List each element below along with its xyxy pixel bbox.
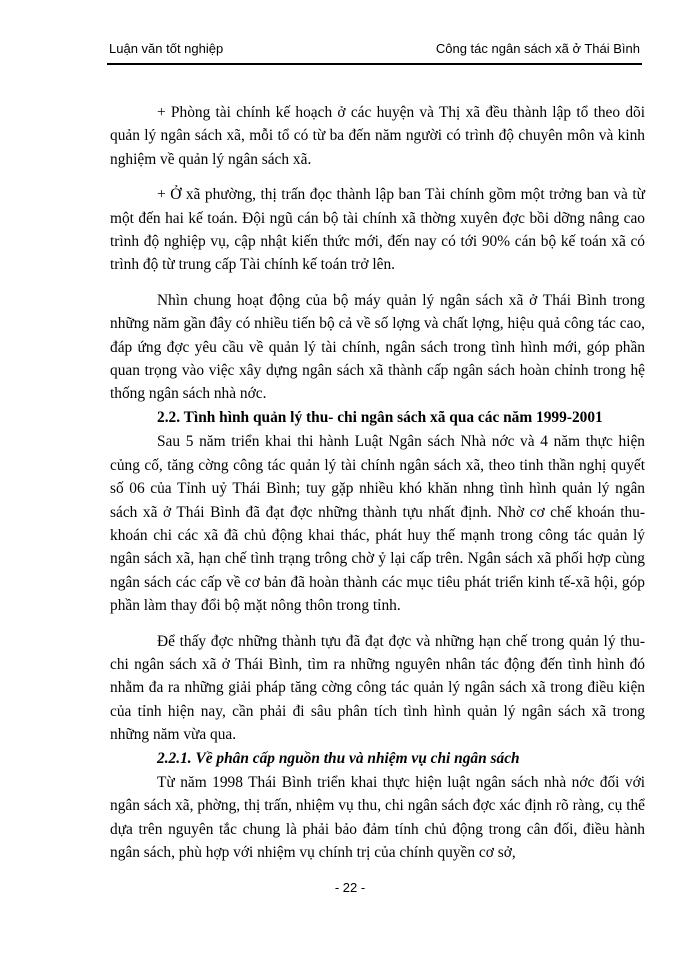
page-header	[107, 39, 642, 65]
paragraph-subsection: Từ năm 1998 Thái Bình triển khai thực hiện luật ngân sách nhà nớc đối với ngân sách xã, phờng, thị trấn, nhiệm vụ thu, chi ngân sách đợc xác định rõ ràng, cụ thể dựa trên nguyên tắc chung là phải bảo đảm tính chủ động trong cân đối, điều hành ngân sách, phù hợp với nhiệm vụ chính trị của chính quyền cơ sở,	[110, 773, 645, 862]
paragraph-district-finance: + Phòng tài chính kế hoạch ở các huyện và Thị xã đều thành lập tổ theo dõi quản lý ngân sách xã, mỗi tổ có từ ba đến năm người có trình độ chuyên môn và kinh nghiệm về quản lý ngân sách xã.	[110, 104, 645, 168]
section-heading: 2.2. Tình hình quản lý thu- chi ngân sách xã qua các năm 1999-2001	[157, 408, 603, 426]
header-topic-label: Công tác ngân sách xã ở Thái Bình	[435, 41, 640, 56]
page-body	[110, 101, 645, 865]
paragraph-overview: Nhìn chung hoạt động của bộ máy quản lý ngân sách xã ở Thái Bình trong những năm gần đây có nhiều tiến bộ cả về số lợng và chất lợng, hiệu quả công tác cao, đáp ứng đợc yêu cầu về quản lý tài chính, ngân sách trong tình hình mới, góp phần quan trọng vào việc xây dựng ngân sách xã thành cấp ngân sách hoàn chỉnh trong hệ thống ngân sách nhà nớc.	[110, 291, 645, 403]
paragraph-section-intro: Sau 5 năm triển khai thi hành Luật Ngân sách Nhà nớc và 4 năm thực hiện củng cố, tăng cờng công tác quản lý tài chính ngân sách xã, theo tinh thần nghị quyết số 06 của Tỉnh uỷ Thái Bình; tuy gặp nhiều khó khăn nhng tình hình quản lý ngân sách xã ở Thái Bình đã đạt đợc những thành tựu nhất định. Nhờ cơ chế khoán thu- khoán chi các xã đã chủ động khai thác, phát huy thế mạnh trong công tác quản lý ngân sách xã, hạn chế tình trạng trông chờ ỷ lại cấp trên. Ngân sách xã phối hợp cùng ngân sách các cấp về cơ bản đã hoàn thành các mục tiêu phát triển kinh tế-xã hội, góp phần làm thay đổi bộ mặt nông thôn trong tỉnh.	[110, 433, 645, 615]
page-number: - 22 -	[334, 880, 366, 895]
paragraph-commune-finance: + Ở xã phường, thị trấn đọc thành lập ban Tài chính gồm một trởng ban và từ một đến hai kế toán. Đội ngũ cán bộ tài chính xã thờng xuyên đợc bồi dỡng nâng cao trình độ nghiệp vụ, cập nhật kiến thức mới, đến nay có tới 90% cán bộ kế toán xã có trình độ từ trung cấp Tài chính kế toán trở lên.	[110, 186, 645, 274]
paragraph-section-analysis: Để thấy đợc những thành tựu đã đạt đợc và những hạn chế trong quản lý thu-chi ngân sách xã ở Thái Bình, tìm ra những nguyên nhân tác động đến tình hình đó nhằm đa ra những giải pháp tăng cờng công tác quản lý ngân sách xã trong điều kiện của tỉnh hiện nay, cần phải đi sâu phân tích tình hình quản lý ngân sách xã trong những năm vừa qua.	[110, 632, 645, 744]
subsection-heading: 2.2.1. Về phân cấp nguồn thu và nhiệm vụ chi ngân sách	[157, 749, 520, 767]
header-thesis-label: Luận văn tốt nghiệp	[109, 41, 224, 56]
